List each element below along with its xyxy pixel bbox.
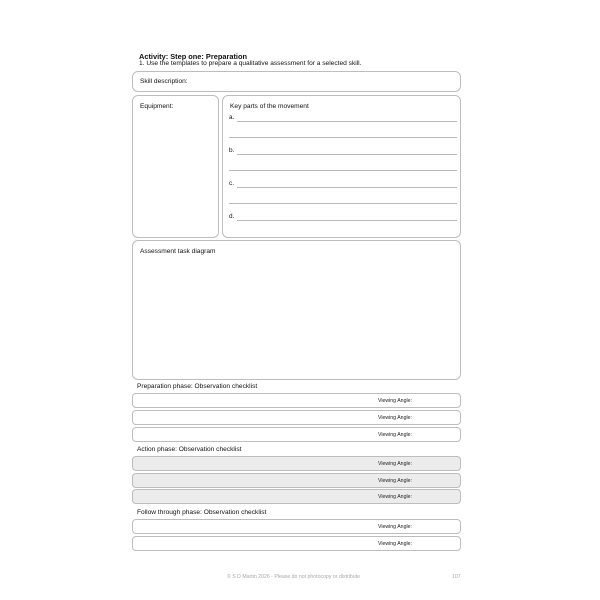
viewing-angle-label: Viewing Angle: (378, 493, 412, 500)
page-number: 107 (452, 574, 461, 580)
skill-description-box[interactable] (132, 71, 461, 92)
viewing-angle-label: Viewing Angle: (378, 397, 412, 404)
key-parts-title: Key parts of the movement (230, 103, 309, 110)
assessment-diagram-label: Assessment task diagram (140, 248, 216, 255)
key-part-letter-a: a. (229, 114, 235, 121)
key-part-a-line-2[interactable] (229, 137, 457, 138)
viewing-angle-label: Viewing Angle: (378, 477, 412, 484)
skill-description-label: Skill description: (140, 78, 188, 85)
preparation-row-2[interactable] (132, 410, 461, 425)
follow-through-row-1[interactable] (132, 519, 461, 534)
viewing-angle-label: Viewing Angle: (378, 540, 412, 547)
key-part-c-line-2[interactable] (229, 203, 457, 204)
activity-instruction: 1. Use the templates to prepare a qualitative assessment for a selected skill. (139, 60, 362, 67)
action-row-1[interactable] (132, 456, 461, 471)
key-part-a-line-1[interactable] (237, 121, 457, 122)
activity-heading: Activity: Step one: Preparation (139, 52, 248, 61)
follow-through-phase-title: Follow through phase: Observation checklist (137, 509, 267, 516)
assessment-diagram-box[interactable] (132, 240, 461, 380)
viewing-angle-label: Viewing Angle: (378, 523, 412, 530)
preparation-row-1[interactable] (132, 393, 461, 408)
key-parts-box (222, 95, 461, 238)
action-row-2[interactable] (132, 473, 461, 488)
viewing-angle-label: Viewing Angle: (378, 414, 412, 421)
preparation-row-3[interactable] (132, 427, 461, 442)
viewing-angle-label: Viewing Angle: (378, 460, 412, 467)
key-part-letter-d: d. (229, 213, 235, 220)
key-part-c-line-1[interactable] (237, 187, 457, 188)
follow-through-row-2[interactable] (132, 536, 461, 551)
action-row-3[interactable] (132, 489, 461, 504)
equipment-label: Equipment: (140, 103, 174, 110)
key-part-b-line-2[interactable] (229, 170, 457, 171)
viewing-angle-label: Viewing Angle: (378, 431, 412, 438)
preparation-phase-title: Preparation phase: Observation checklist (137, 383, 258, 390)
key-part-d-line-1[interactable] (237, 220, 457, 221)
equipment-box[interactable] (132, 95, 219, 238)
key-part-letter-b: b. (229, 147, 235, 154)
action-phase-title: Action phase: Observation checklist (137, 446, 242, 453)
key-part-b-line-1[interactable] (237, 154, 457, 155)
footer-copyright: © S D Martin 2026 - Please do not photocopy or distribute (227, 574, 361, 580)
key-part-letter-c: c. (229, 180, 234, 187)
